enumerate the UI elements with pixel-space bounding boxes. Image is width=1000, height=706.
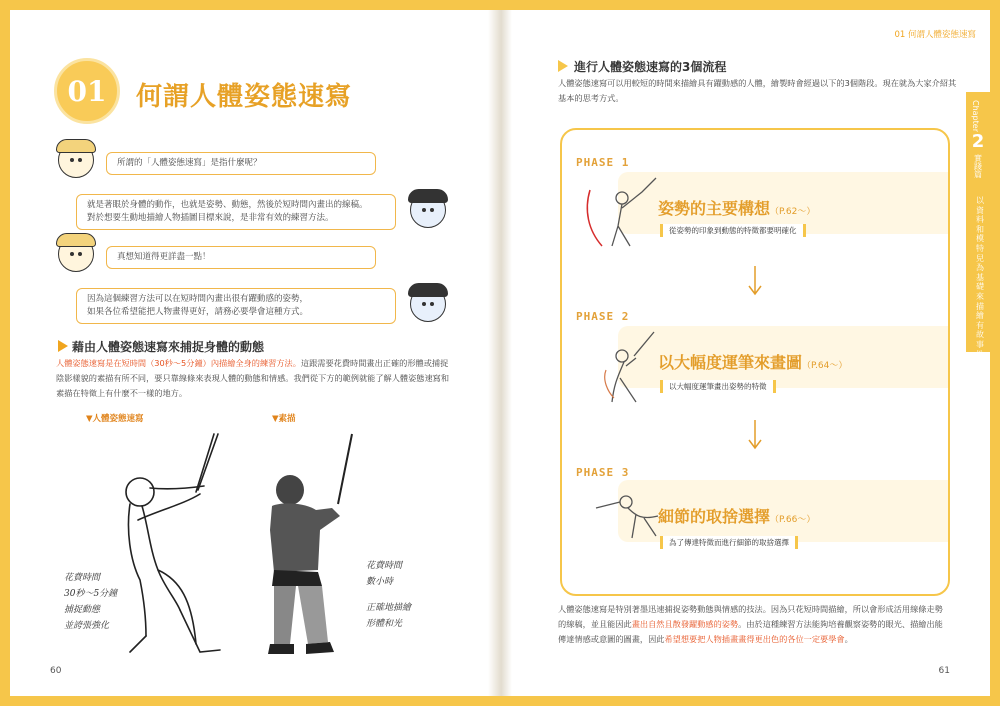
character-boy-avatar <box>410 192 446 228</box>
arrow-icon <box>58 340 68 352</box>
sketch-notes: 花費時間 數小時 正確地描繪 形體和光 <box>366 561 412 629</box>
phase-1-subtitle: 從姿勢的印象到動態的特徵都要明確化 <box>660 224 806 237</box>
chapter-number-badge: 01 <box>54 58 120 124</box>
page-number: 61 <box>938 666 950 676</box>
chapter-title: 何謂人體姿態速寫 <box>136 82 353 112</box>
section-heading: 藉由人體姿態速寫來捕捉身體的動態 <box>58 338 264 355</box>
label-sketch: ▼素描 <box>272 414 296 424</box>
outro-paragraph: 人體姿態速寫是特別著墨迅速捕捉姿勢動態與情感的技法。因為只花短時間描繪，所以會形成活用線條走勢 的線稿，並且能因此畫出自然且散發躍動感的姿勢。由於這種練習方法能夠培養觀察姿勢的眼光、描繪出能 傳達情感或意圖的圖畫，因此希望想要把人物插畫畫得更出色的各位一定要學會。 <box>558 604 943 644</box>
gesture-notes: 花費時間 30秒～5分鐘 捕捉動態 並誇張強化 <box>64 573 118 631</box>
down-arrow-icon <box>748 420 762 450</box>
phase-flow-panel <box>560 128 950 596</box>
phase-3-title: 細節的取捨選擇（P.66～） <box>658 507 816 526</box>
character-boy-avatar <box>410 286 446 322</box>
dialogue-answer-1: 就是著眼於身體的動作，也就是姿勢、動態，然後於短時間內畫出的線稿。 對於想要生動地描繪人物插圖目標來說，是非常有效的練習方法。 <box>76 194 396 230</box>
phase-2-subtitle: 以大幅度運筆畫出姿勢的特徵 <box>660 380 776 393</box>
section-heading: 進行人體姿態速寫的3個流程 <box>558 58 726 75</box>
chapter-tab-text: Chapter 2 實踐篇 <box>971 100 985 178</box>
body-paragraph: 人體姿態速寫是在短時間（30秒～5分鐘）內描繪全身的練習方法。這跟需要花費時間畫出正確的形體或捕捉陰影樣貌的素描有所不同，要只靠線條來表現人體的動態和情感。我們從下方的範例就能了解人體姿態速寫和素描在特徵上有什麼不一樣的地方。 <box>56 358 450 398</box>
character-girl-avatar <box>58 142 94 178</box>
dialogue-answer-2: 因為這個練習方法可以在短時間內畫出很有躍動感的姿勢， 如果各位希望能把人物畫得更好，請務必要學會這種方式。 <box>76 288 396 324</box>
phase-3-figure <box>592 486 662 546</box>
phase-1-label: PHASE 1 <box>576 156 630 169</box>
label-gesture: ▼人體姿態速寫 <box>86 414 144 424</box>
phase-2-title: 以大幅度運筆來畫圖（P.64～） <box>658 353 848 372</box>
phase-3-subtitle: 為了傳達特徵而進行細節的取捨選擇 <box>660 536 798 549</box>
intro-paragraph: 人體姿態速寫可以用較短的時間來描繪具有躍動感的人體，繪製時會經過以下的3個階段。現在就為大家介紹其基本的思考方式。 <box>558 78 957 103</box>
right-page <box>512 10 990 696</box>
sketch-drawing-illustration <box>260 430 370 660</box>
chapter-tab-subtitle: 以資料和模特兒為基礎來描繪有故事性的畫面 <box>976 196 984 388</box>
phase-2-figure <box>584 326 664 406</box>
phase-1-figure <box>582 170 662 250</box>
phase-3-label: PHASE 3 <box>576 466 630 479</box>
page-number: 60 <box>50 666 62 676</box>
down-arrow-icon <box>748 266 762 296</box>
dialogue-request: 真想知道得更詳盡一點！ <box>106 246 376 269</box>
arrow-icon <box>558 60 568 72</box>
left-page <box>10 10 488 696</box>
running-head: 01 何謂人體姿態速寫 <box>894 30 976 40</box>
character-girl-avatar <box>58 236 94 272</box>
phase-2-label: PHASE 2 <box>576 310 630 323</box>
phase-1-title: 姿勢的主要構想（P.62～） <box>658 199 816 218</box>
book-spine <box>488 10 512 696</box>
gesture-drawing-illustration <box>100 430 250 660</box>
dialogue-question: 所謂的「人體姿態速寫」是指什麼呢？ <box>106 152 376 175</box>
